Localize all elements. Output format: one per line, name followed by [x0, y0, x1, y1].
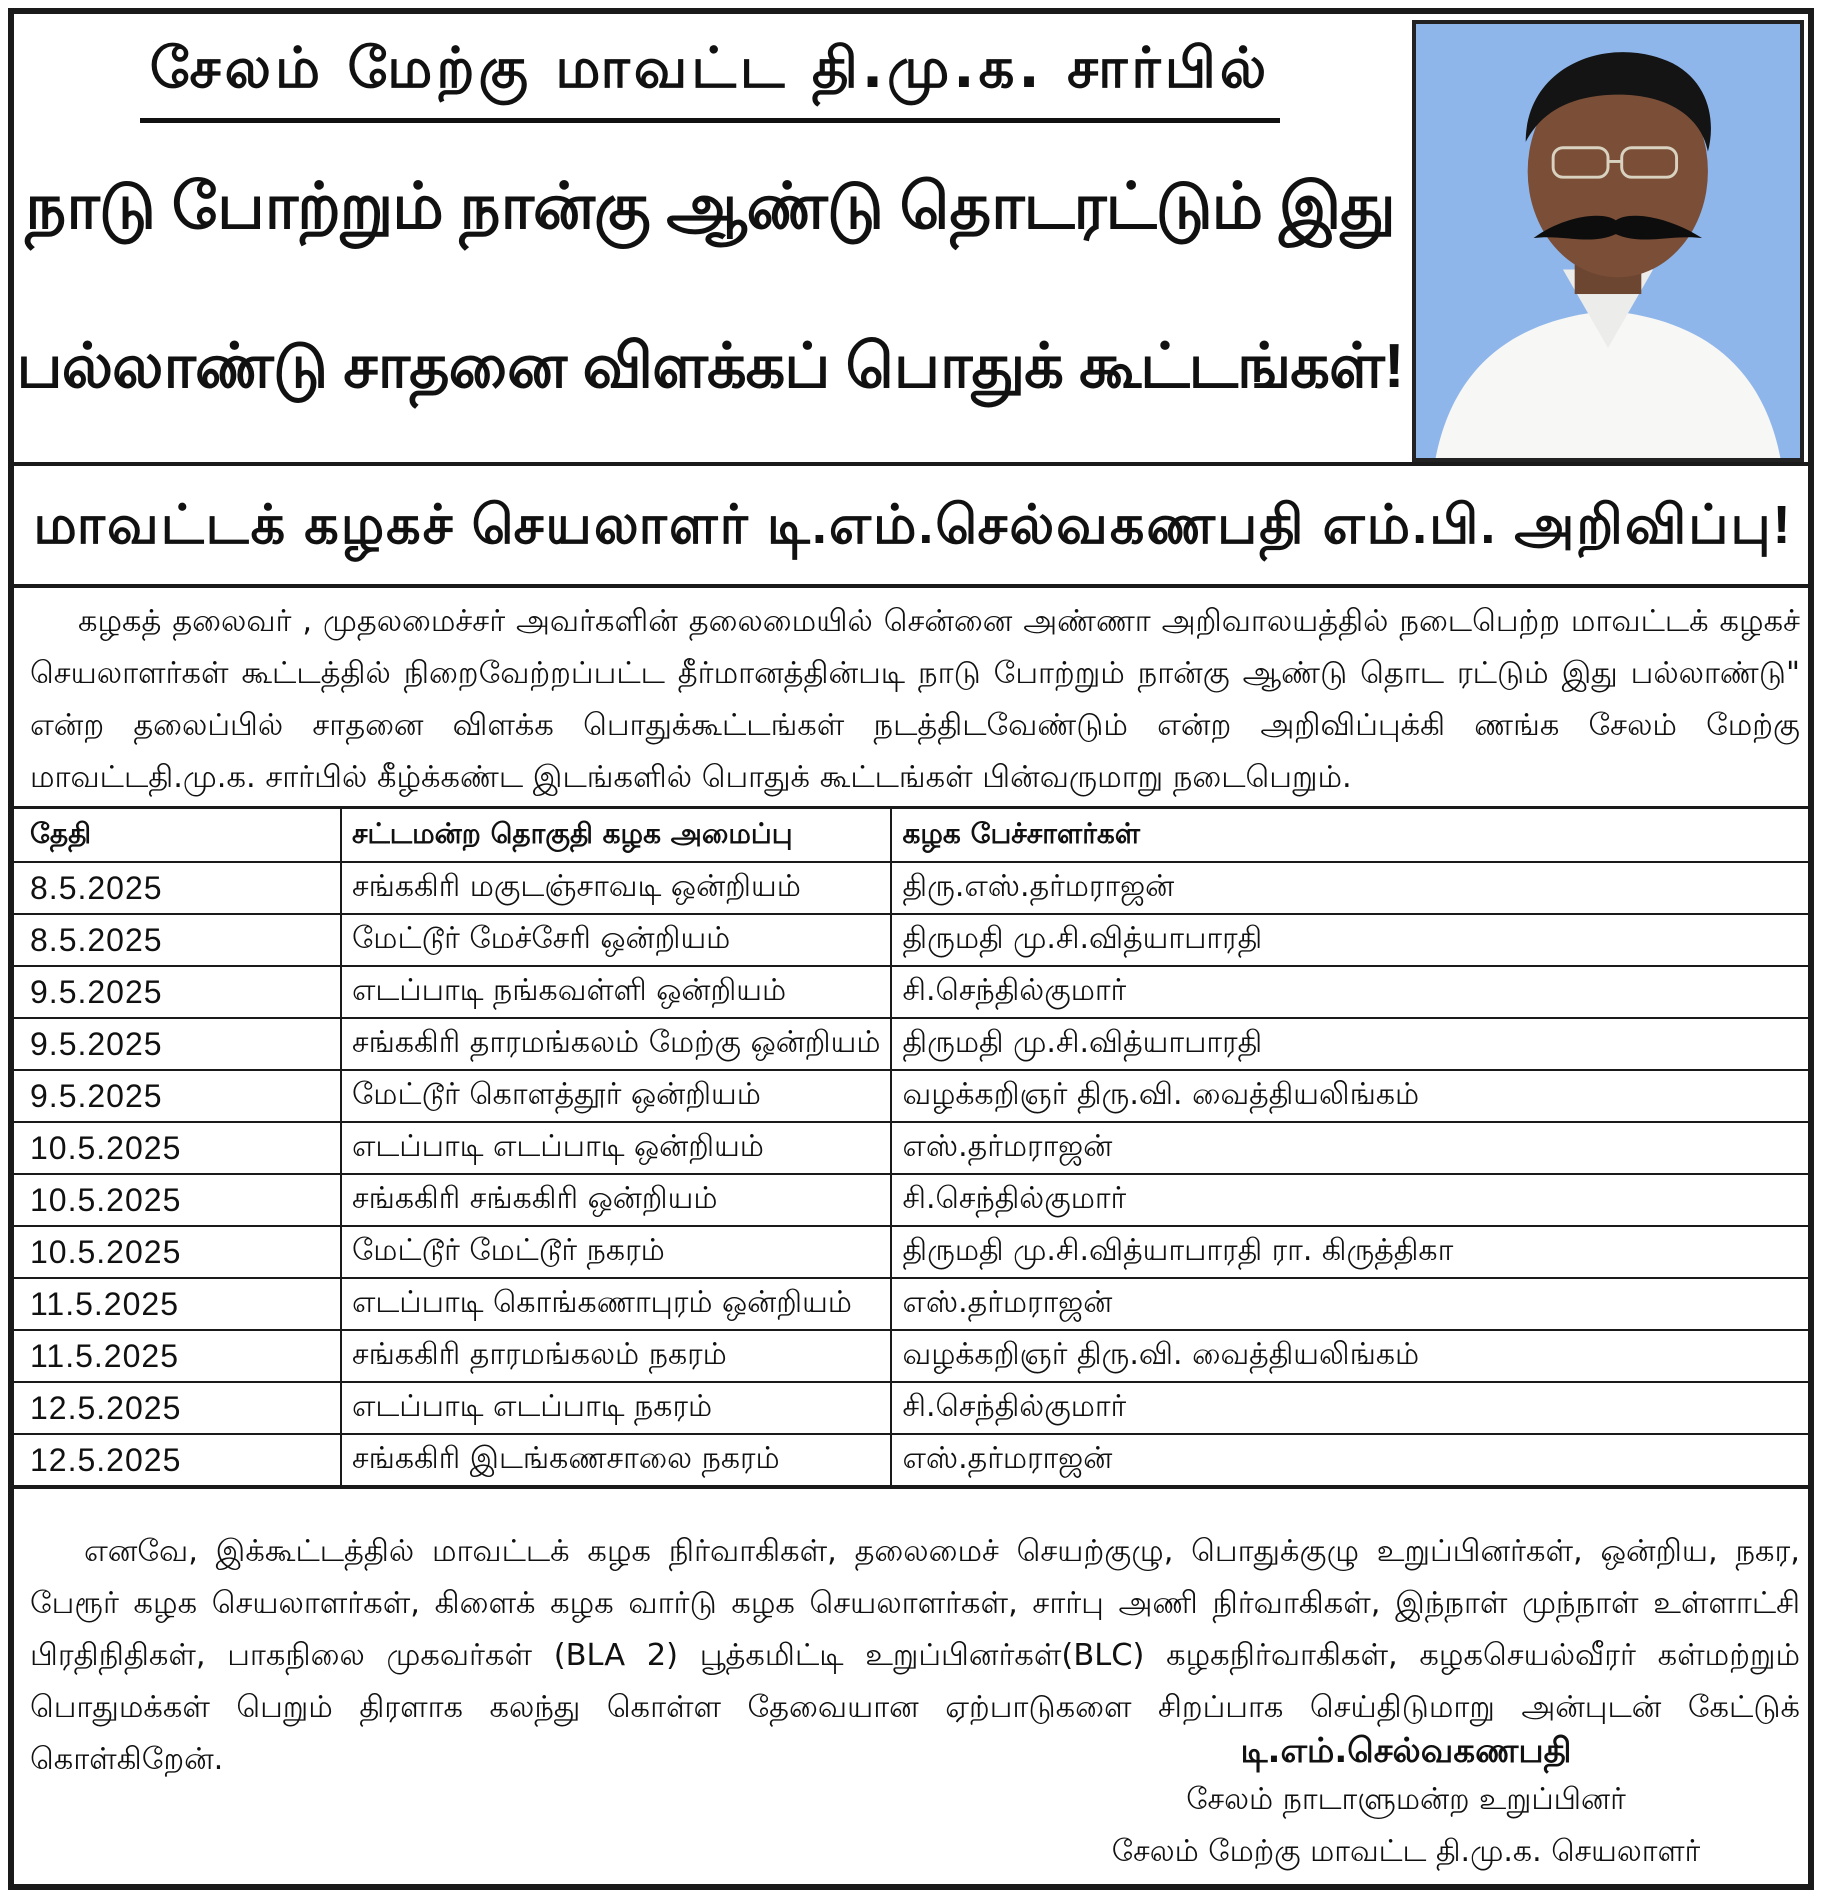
meeting-schedule-table	[14, 806, 1812, 1489]
cell-date: 11.5.2025	[14, 1330, 341, 1382]
table-row	[14, 966, 1812, 1018]
table-row	[14, 914, 1812, 966]
table-row	[14, 1018, 1812, 1070]
header	[14, 14, 1406, 460]
cell-date: 11.5.2025	[14, 1278, 341, 1330]
table-row	[14, 1434, 1812, 1487]
cell-date: 10.5.2025	[14, 1226, 341, 1278]
cell-date: 8.5.2025	[14, 914, 341, 966]
headline-line-2: பல்லாண்டு சாதனை விளக்கப் பொதுக் கூட்டங்கள்!	[16, 332, 1404, 401]
cell-constituency: சங்ககிரி சங்ககிரி ஒன்றியம்	[341, 1174, 891, 1226]
table-row	[14, 1382, 1812, 1434]
closing-paragraph: எனவே, இக்கூட்டத்தில் மாவட்டக் கழக நிர்வாகிகள், தலைமைச் செயற்குழு, பொதுக்குழு உறுப்பினர்கள், ஒன்றிய, நகர, பேரூர் கழக செயலாளர்கள், கிளைக் கழக வார்டு கழக செயலாளர்கள், சார்பு அணி நிர்வாகிகள், இந்நாள் முந்நாள் உள்ளாட்சி பிரதிநிதிகள், பாகநிலை முகவர்கள் (BLA 2) பூத்கமிட்டி உறுப்பினர்கள்(BLC) கழகநிர்வாகிகள், கழகசெயல்வீரர் கள்மற்றும் பொதுமக்கள் பெறும் திரளாக கலந்து கொள்ள தேவையான ஏற்பாடுகளை சிறப்பாக செய்திடுமாறு அன்புடன் கேட்டுக் கொள்கிறேன்.	[30, 1534, 1800, 1777]
cell-constituency: எடப்பாடி எடப்பாடி நகரம்	[341, 1382, 891, 1434]
table-row	[14, 1330, 1812, 1382]
cell-constituency: சங்ககிரி மகுடஞ்சாவடி ஒன்றியம்	[341, 862, 891, 914]
header-date: தேதி	[14, 808, 341, 863]
cell-speaker: எஸ்.தர்மராஜன்	[891, 1434, 1812, 1487]
cell-speaker: வழக்கறிஞர் திரு.வி. வைத்தியலிங்கம்	[891, 1330, 1812, 1382]
cell-speaker: சி.செந்தில்குமார்	[891, 1174, 1812, 1226]
signatory-title-2: சேலம் மேற்கு மாவட்ட தி.மு.க. செயலாளர்	[1111, 1834, 1701, 1869]
cell-date: 8.5.2025	[14, 862, 341, 914]
portrait-photo	[1412, 20, 1804, 462]
cell-constituency: மேட்டூர் மேட்டூர் நகரம்	[341, 1226, 891, 1278]
announcement-title: மாவட்டக் கழகச் செயலாளர் டி.எம்.செல்வகணபதி எம்.பி. அறிவிப்பு!	[33, 495, 1793, 555]
cell-date: 12.5.2025	[14, 1382, 341, 1434]
cell-speaker: திரு.எஸ்.தர்மராஜன்	[891, 862, 1812, 914]
table-header-row	[14, 808, 1812, 863]
cell-constituency: சங்ககிரி தாரமங்கலம் நகரம்	[341, 1330, 891, 1382]
signature-block	[1096, 1728, 1716, 1878]
cell-date: 12.5.2025	[14, 1434, 341, 1487]
cell-constituency: எடப்பாடி கொங்கணாபுரம் ஒன்றியம்	[341, 1278, 891, 1330]
cell-speaker: சி.செந்தில்குமார்	[891, 966, 1812, 1018]
table-row	[14, 1226, 1812, 1278]
cell-speaker: எஸ்.தர்மராஜன்	[891, 1122, 1812, 1174]
intro-paragraph: கழகத் தலைவர் , முதலமைச்சர் அவர்களின் தலைமையில் சென்னை அண்ணா அறிவாலயத்தில் நடைபெற்ற மாவட்டக் கழகச் செயலாளர்கள் கூட்டத்தில் நிறைவேற்றப்பட்ட தீர்மானத்தின்படி நாடு போற்றும் நான்கு ஆண்டு தொட ரட்டும் இது பல்லாண்டு" என்ற தலைப்பில் சாதனை விளக்க பொதுக்கூட்டங்கள் நடத்திடவேண்டும் என்ற அறிவிப்புக்கி ணங்க சேலம் மேற்கு மாவட்டதி.மு.க. சார்பில் கீழ்க்கண்ட இடங்களில் பொதுக் கூட்டங்கள் பின்வருமாறு நடைபெறும்.	[30, 604, 1800, 795]
cell-speaker: திருமதி மு.சி.வித்யாபாரதி	[891, 1018, 1812, 1070]
cell-speaker: திருமதி மு.சி.வித்யாபாரதி ரா. கிருத்திகா	[891, 1226, 1812, 1278]
table-row	[14, 862, 1812, 914]
cell-speaker: எஸ்.தர்மராஜன்	[891, 1278, 1812, 1330]
cell-date: 9.5.2025	[14, 966, 341, 1018]
cell-speaker: திருமதி மு.சி.வித்யாபாரதி	[891, 914, 1812, 966]
headline-line-1: நாடு போற்றும் நான்கு ஆண்டு தொடரட்டும் இது	[25, 170, 1395, 242]
divider	[14, 584, 1812, 588]
cell-date: 9.5.2025	[14, 1070, 341, 1122]
cell-constituency: எடப்பாடி நங்கவள்ளி ஒன்றியம்	[341, 966, 891, 1018]
cell-speaker: சி.செந்தில்குமார்	[891, 1382, 1812, 1434]
table-row	[14, 1278, 1812, 1330]
organizer-line: சேலம் மேற்கு மாவட்ட தி.மு.க. சார்பில்	[14, 36, 1406, 123]
cell-constituency: சங்ககிரி தாரமங்கலம் மேற்கு ஒன்றியம்	[341, 1018, 891, 1070]
signatory-title-1: சேலம் நாடாளுமன்ற உறுப்பினர்	[1186, 1782, 1626, 1817]
cell-constituency: சங்ககிரி இடங்கணசாலை நகரம்	[341, 1434, 891, 1487]
table-row	[14, 1174, 1812, 1226]
cell-constituency: மேட்டூர் மேச்சேரி ஒன்றியம்	[341, 914, 891, 966]
table-row	[14, 1070, 1812, 1122]
cell-date: 10.5.2025	[14, 1122, 341, 1174]
cell-date: 9.5.2025	[14, 1018, 341, 1070]
cell-constituency: எடப்பாடி எடப்பாடி ஒன்றியம்	[341, 1122, 891, 1174]
header-constituency: சட்டமன்ற தொகுதி கழக அமைப்பு	[341, 808, 891, 863]
signatory-name: டி.எம்.செல்வகணபதி	[1240, 1731, 1572, 1771]
cell-constituency: மேட்டூர் கொளத்தூர் ஒன்றியம்	[341, 1070, 891, 1122]
cell-speaker: வழக்கறிஞர் திரு.வி. வைத்தியலிங்கம்	[891, 1070, 1812, 1122]
header-speakers: கழக பேச்சாளர்கள்	[891, 808, 1812, 863]
cell-date: 10.5.2025	[14, 1174, 341, 1226]
table-row	[14, 1122, 1812, 1174]
divider	[14, 462, 1812, 466]
